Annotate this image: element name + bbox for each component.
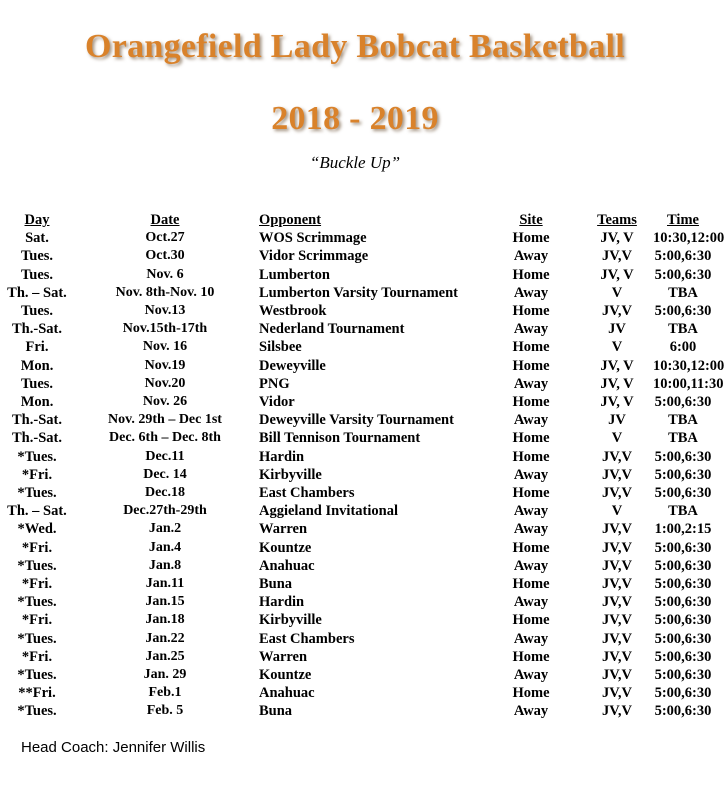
game-time: TBA [668,503,698,520]
game-time: 5:00,6:30 [654,648,712,665]
game-date: Jan.22 [145,630,185,646]
game-site: Home [512,339,550,356]
game-day: *Fri. [21,612,53,629]
game-teams: JV,V [602,303,632,320]
game-day: Th. – Sat. [7,284,67,301]
table-row [0,375,713,393]
game-day: Mon. [20,394,54,411]
game-day: Th. – Sat. [7,503,67,520]
game-teams: V [611,503,623,520]
game-site: Away [513,466,549,483]
table-row [0,702,713,720]
game-site: Home [512,448,550,465]
game-teams: JV,V [602,685,632,702]
table-row [0,520,713,538]
game-opponent: Lumberton Varsity Tournament [259,284,459,301]
game-opponent: PNG [259,375,290,392]
game-time: 10:30,12:00 [653,230,724,247]
game-opponent: Kountze [259,539,312,556]
column-header-day: Day [24,212,50,228]
game-date: Feb. 5 [146,703,184,719]
game-day: **Fri. [18,685,56,702]
game-teams: JV, V [600,394,634,411]
game-site: Home [512,576,550,593]
table-row [0,575,713,593]
table-row [0,247,713,265]
table-row [0,357,713,375]
game-teams: JV [608,321,626,338]
game-date: Nov. 29th – Dec 1st [108,412,222,428]
game-teams: JV,V [602,539,632,556]
game-site: Home [512,303,550,320]
game-time: 1:00,2:15 [654,521,712,538]
game-teams: JV,V [602,594,632,611]
game-teams: JV,V [602,448,632,465]
game-date: Dec.11 [145,448,185,464]
game-site: Away [513,321,549,338]
game-opponent: Deweyville Varsity Tournament [259,412,454,429]
game-time: 10:30,12:00 [653,357,724,374]
game-time: 6:00 [669,339,697,356]
game-teams: JV, V [600,266,634,283]
game-opponent: Hardin [259,594,305,611]
game-day: *Fri. [21,539,53,556]
game-time: 5:00,6:30 [654,630,712,647]
game-day: *Tues. [17,630,57,647]
game-date: Jan.18 [145,612,185,628]
game-site: Home [512,394,550,411]
game-opponent: Buna [259,703,293,720]
game-date: Nov.13 [144,303,186,319]
game-teams: JV,V [602,576,632,593]
game-date: Jan. 29 [143,667,187,683]
game-day: Th.-Sat. [12,412,62,429]
column-header-opponent: Opponent [259,212,322,228]
game-date: Dec.27th-29th [123,503,207,519]
table-row [0,320,713,338]
game-opponent: Bill Tennison Tournament [259,430,421,447]
game-site: Away [513,503,549,520]
game-date: Nov. 8th-Nov. 10 [115,284,215,300]
game-day: Tues. [20,266,54,283]
game-teams: V [611,430,623,447]
game-date: Nov.15th-17th [122,321,208,337]
game-teams: V [611,284,623,301]
game-time: 5:00,6:30 [654,266,712,283]
game-site: Home [512,612,550,629]
game-teams: JV,V [602,557,632,574]
game-day: Mon. [20,357,54,374]
table-row [0,266,713,284]
table-header-row [0,211,713,229]
game-site: Away [513,667,549,684]
game-time: 5:00,6:30 [654,248,712,265]
schedule-rows [0,229,724,720]
game-date: Feb.1 [148,685,182,701]
game-date: Dec. 6th – Dec. 8th [109,430,221,446]
game-teams: JV,V [602,648,632,665]
game-opponent: Vidor [259,394,295,411]
table-row [0,284,713,302]
table-row [0,393,713,411]
game-date: Oct.30 [145,248,185,264]
game-site: Home [512,357,550,374]
game-day: *Tues. [17,703,57,720]
table-row [0,648,713,666]
game-day: Sat. [25,230,49,247]
game-time: TBA [668,430,698,447]
game-opponent: Deweyville [259,357,326,374]
game-day: Th.-Sat. [12,321,62,338]
game-time: TBA [668,284,698,301]
game-time: 5:00,6:30 [654,448,712,465]
game-day: *Fri. [21,576,53,593]
game-time: 5:00,6:30 [654,667,712,684]
game-day: Tues. [20,303,54,320]
game-site: Home [512,539,550,556]
game-time: 5:00,6:30 [654,466,712,483]
game-teams: JV, V [600,357,634,374]
game-day: *Wed. [17,521,57,538]
game-teams: JV,V [602,612,632,629]
game-teams: JV,V [602,248,632,265]
table-row [0,338,713,356]
table-row [0,684,713,702]
game-time: 5:00,6:30 [654,539,712,556]
game-day: Th.-Sat. [12,430,62,447]
game-teams: JV,V [602,485,632,502]
game-teams: JV,V [602,466,632,483]
game-time: 5:00,6:30 [654,685,712,702]
table-row [0,429,713,447]
game-date: Jan.15 [145,594,185,610]
game-time: 5:00,6:30 [654,612,712,629]
game-date: Oct.27 [145,230,185,246]
game-time: 5:00,6:30 [654,394,712,411]
table-row [0,539,713,557]
game-teams: JV, V [600,230,634,247]
game-day: *Tues. [17,448,57,465]
table-row [0,466,713,484]
game-opponent: Buna [259,576,293,593]
game-site: Home [512,485,550,502]
game-day: *Tues. [17,667,57,684]
game-site: Home [512,648,550,665]
game-day: *Tues. [17,557,57,574]
game-date: Nov.20 [144,375,186,391]
game-time: 10:00,11:30 [653,375,724,392]
column-header-date: Date [150,212,180,228]
game-site: Home [512,266,550,283]
game-opponent: Silsbee [259,339,302,356]
season-years: 2018 - 2019 [271,100,439,137]
game-date: Jan.11 [145,576,185,592]
game-opponent: East Chambers [259,485,355,502]
column-header-time: Time [667,212,699,228]
game-site: Away [513,248,549,265]
table-row [0,484,713,502]
game-day: Tues. [20,248,54,265]
game-teams: JV,V [602,521,632,538]
game-site: Away [513,375,549,392]
game-day: Fri. [25,339,49,356]
game-site: Home [512,230,550,247]
game-teams: JV,V [602,667,632,684]
game-site: Away [513,412,549,429]
table-row [0,593,713,611]
game-opponent: Warren [259,648,308,665]
game-time: 5:00,6:30 [654,594,712,611]
game-day: Tues. [20,375,54,392]
game-opponent: Nederland Tournament [259,321,405,338]
game-date: Dec.18 [144,485,186,501]
game-opponent: Kirbyville [259,466,322,483]
game-date: Jan.4 [148,539,182,555]
game-opponent: East Chambers [259,630,355,647]
game-date: Nov.19 [144,357,186,373]
game-opponent: Kountze [259,667,312,684]
game-day: *Tues. [17,594,57,611]
game-day: *Fri. [21,466,53,483]
game-site: Home [512,685,550,702]
game-date: Jan.2 [148,521,182,537]
schedule-table [0,211,724,721]
game-date: Jan.25 [145,648,185,664]
table-row [0,502,713,520]
game-site: Home [512,430,550,447]
game-time: 5:00,6:30 [654,576,712,593]
game-site: Away [513,703,549,720]
game-site: Away [513,284,549,301]
game-teams: V [611,339,623,356]
game-teams: JV [608,412,626,429]
game-time: 5:00,6:30 [654,703,712,720]
game-opponent: Westbrook [259,303,327,320]
game-opponent: Aggieland Invitational [259,503,398,520]
game-time: TBA [668,321,698,338]
game-opponent: Vidor Scrimmage [259,248,369,265]
game-teams: JV,V [602,703,632,720]
table-row [0,666,713,684]
game-day: *Tues. [17,485,57,502]
game-date: Nov. 16 [142,339,188,355]
game-opponent: Kirbyville [259,612,322,629]
table-row [0,557,713,575]
table-row [0,630,713,648]
column-header-site: Site [519,212,543,228]
game-date: Nov. 6 [146,266,184,282]
game-teams: JV, V [600,375,634,392]
game-time: TBA [668,412,698,429]
game-opponent: Hardin [259,448,305,465]
table-row [0,411,713,429]
game-day: *Fri. [21,648,53,665]
column-header-teams: Teams [597,212,637,228]
game-opponent: Warren [259,521,308,538]
table-row [0,229,713,247]
game-time: 5:00,6:30 [654,485,712,502]
table-row [0,302,713,320]
game-site: Away [513,521,549,538]
game-opponent: Anahuac [259,557,315,574]
table-row [0,448,713,466]
game-date: Jan.8 [148,557,182,573]
game-time: 5:00,6:30 [654,303,712,320]
game-opponent: Anahuac [259,685,315,702]
game-date: Nov. 26 [142,394,188,410]
game-time: 5:00,6:30 [654,557,712,574]
game-opponent: Lumberton [259,266,330,283]
page-title: Orangefield Lady Bobcat Basketball [84,28,626,65]
game-date: Dec. 14 [143,466,187,482]
table-row [0,611,713,629]
game-opponent: WOS Scrimmage [259,230,367,247]
game-site: Away [513,630,549,647]
game-site: Away [513,594,549,611]
head-coach: Head Coach: Jennifer Willis [21,739,206,756]
game-teams: JV,V [602,630,632,647]
game-site: Away [513,557,549,574]
team-motto: “Buckle Up” [309,153,401,172]
